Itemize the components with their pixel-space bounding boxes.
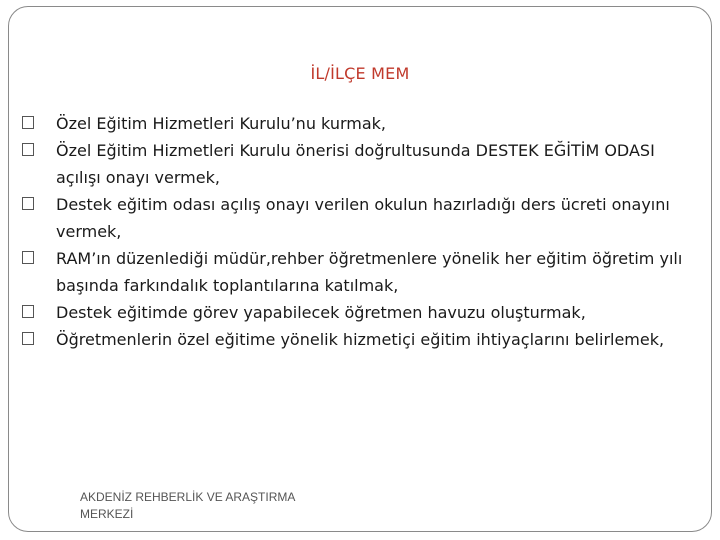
- square-bullet-icon: [22, 305, 34, 318]
- bullet-item: [22, 110, 692, 137]
- square-bullet-icon: [22, 197, 34, 210]
- bullet-item: [22, 191, 692, 245]
- slide-title: İL/İLÇE MEM: [310, 64, 410, 83]
- footer-organization: AKDENİZ REHBERLİK VE ARAŞTIRMA MERKEZİ: [80, 490, 296, 521]
- bullet-text: Öğretmenlerin özel eğitime yönelik hizmetiçi eğitim ihtiyaçlarını belirlemek,: [56, 330, 665, 349]
- bullet-text: Destek eğitim odası açılış onayı verilen okulun hazırladığı ders ücreti onayını vermek,: [56, 195, 670, 241]
- bullet-list: [22, 110, 692, 353]
- bullet-text: RAM’ın düzenlediği müdür,rehber öğretmenlere yönelik her eğitim öğretim yılı başında farkındalık toplantılarına katılmak,: [56, 249, 683, 295]
- bullet-item: [22, 137, 692, 191]
- square-bullet-icon: [22, 116, 34, 129]
- bullet-text: Destek eğitimde görev yapabilecek öğretmen havuzu oluşturmak,: [56, 303, 586, 322]
- square-bullet-icon: [22, 332, 34, 345]
- bullet-text: Özel Eğitim Hizmetleri Kurulu’nu kurmak,: [56, 114, 386, 133]
- bullet-item: [22, 299, 692, 326]
- bullet-item: [22, 326, 692, 353]
- square-bullet-icon: [22, 251, 34, 264]
- square-bullet-icon: [22, 143, 34, 156]
- bullet-item: [22, 245, 692, 299]
- bullet-text: Özel Eğitim Hizmetleri Kurulu önerisi doğrultusunda DESTEK EĞİTİM ODASI açılışı onayı vermek,: [56, 141, 655, 187]
